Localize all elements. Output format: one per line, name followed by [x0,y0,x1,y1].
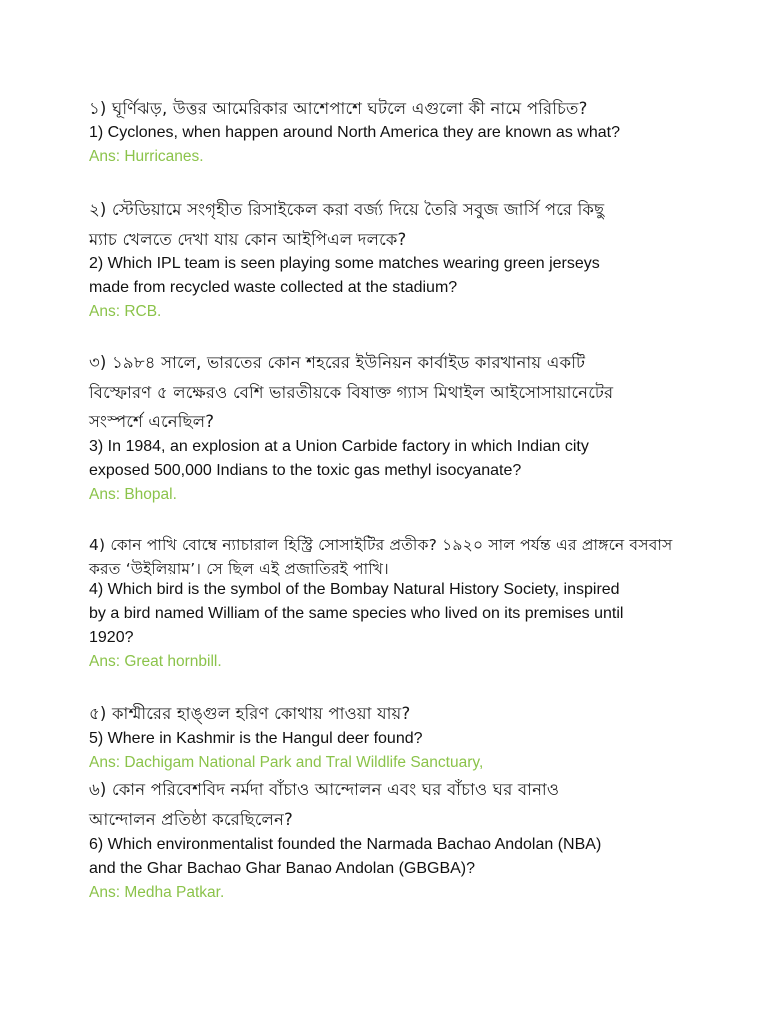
q6-english-line-2: and the Ghar Bachao Ghar Banao Andolan (GBGBA)? [89,860,476,877]
q3-bengali-line-2: বিস্ফোরণ ৫ লক্ষেরও বেশি ভারতীয়কে বিষাক্ত গ্যাস মিথাইল আইসোসায়ানেটের [89,383,614,402]
q2-english-line-1: 2) Which IPL team is seen playing some matches wearing green jerseys [89,255,600,272]
q4-bengali-line-2: করত ‘উইলিয়াম’। সে ছিল এই প্রজাতিরই পাখি। [89,560,389,578]
q4-answer: Ans: Great hornbill. [89,653,222,670]
q6-bengali-line-1: ৬) কোন পরিবেশবিদ নর্মদা বাঁচাও আন্দোলন এবং ঘর বাঁচাও ঘর বানাও [89,780,560,799]
q4-english-line-2: by a bird named William of the same species who lived on its premises until [89,605,624,622]
q4-english-line-3: 1920? [89,629,134,646]
q3-english-line-1: 3) In 1984, an explosion at a Union Carbide factory in which Indian city [89,438,589,455]
q2-answer: Ans: RCB. [89,303,162,320]
q2-english-line-2: made from recycled waste collected at the stadium? [89,279,458,296]
q6-english-line-1: 6) Which environmentalist founded the Narmada Bachao Andolan (NBA) [89,836,602,853]
q4-english-line-1: 4) Which bird is the symbol of the Bombay Natural History Society, inspired [89,581,620,598]
q5-english-line-1: 5) Where in Kashmir is the Hangul deer found? [89,730,423,747]
q3-english-line-2: exposed 500,000 Indians to the toxic gas methyl isocyanate? [89,462,522,479]
q4-bengali-line-1: 4) কোন পাখি বোম্বে ন্যাচারাল হিস্ট্রি সোসাইটির প্রতীক? ১৯২০ সাল পর্যন্ত এর প্রাঙ্গনে বসবাস [89,536,673,554]
q3-bengali-line-3: সংস্পর্শে এনেছিল? [89,412,215,431]
q1-bengali-line-1: ১) ঘূর্ণিঝড়, উত্তর আমেরিকার আশেপাশে ঘটলে এগুলো কী নামে পরিচিত? [89,99,588,118]
q1-english-line-1: 1) Cyclones, when happen around North America they are known as what? [89,124,620,141]
q5-bengali-line-1: ৫) কাশ্মীরের হাঙ্গুল হরিণ কোথায় পাওয়া যায়? [89,704,411,723]
q1-answer: Ans: Hurricanes. [89,148,204,165]
q6-bengali-line-2: আন্দোলন প্রতিষ্ঠা করেছিলেন? [89,810,293,829]
q2-bengali-line-2: ম্যাচ খেলতে দেখা যায় কোন আইপিএল দলকে? [89,230,407,249]
q3-answer: Ans: Bhopal. [89,486,177,503]
q6-answer: Ans: Medha Patkar. [89,884,225,901]
q5-answer: Ans: Dachigam National Park and Tral Wildlife Sanctuary, [89,754,484,771]
q2-bengali-line-1: ২) স্টেডিয়ামে সংগৃহীত রিসাইকেল করা বর্জ্য দিয়ে তৈরি সবুজ জার্সি পরে কিছু [89,200,605,219]
q3-bengali-line-1: ৩) ১৯৮৪ সালে, ভারতের কোন শহরের ইউনিয়ন কার্বাইড কারখানায় একটি [89,353,586,372]
